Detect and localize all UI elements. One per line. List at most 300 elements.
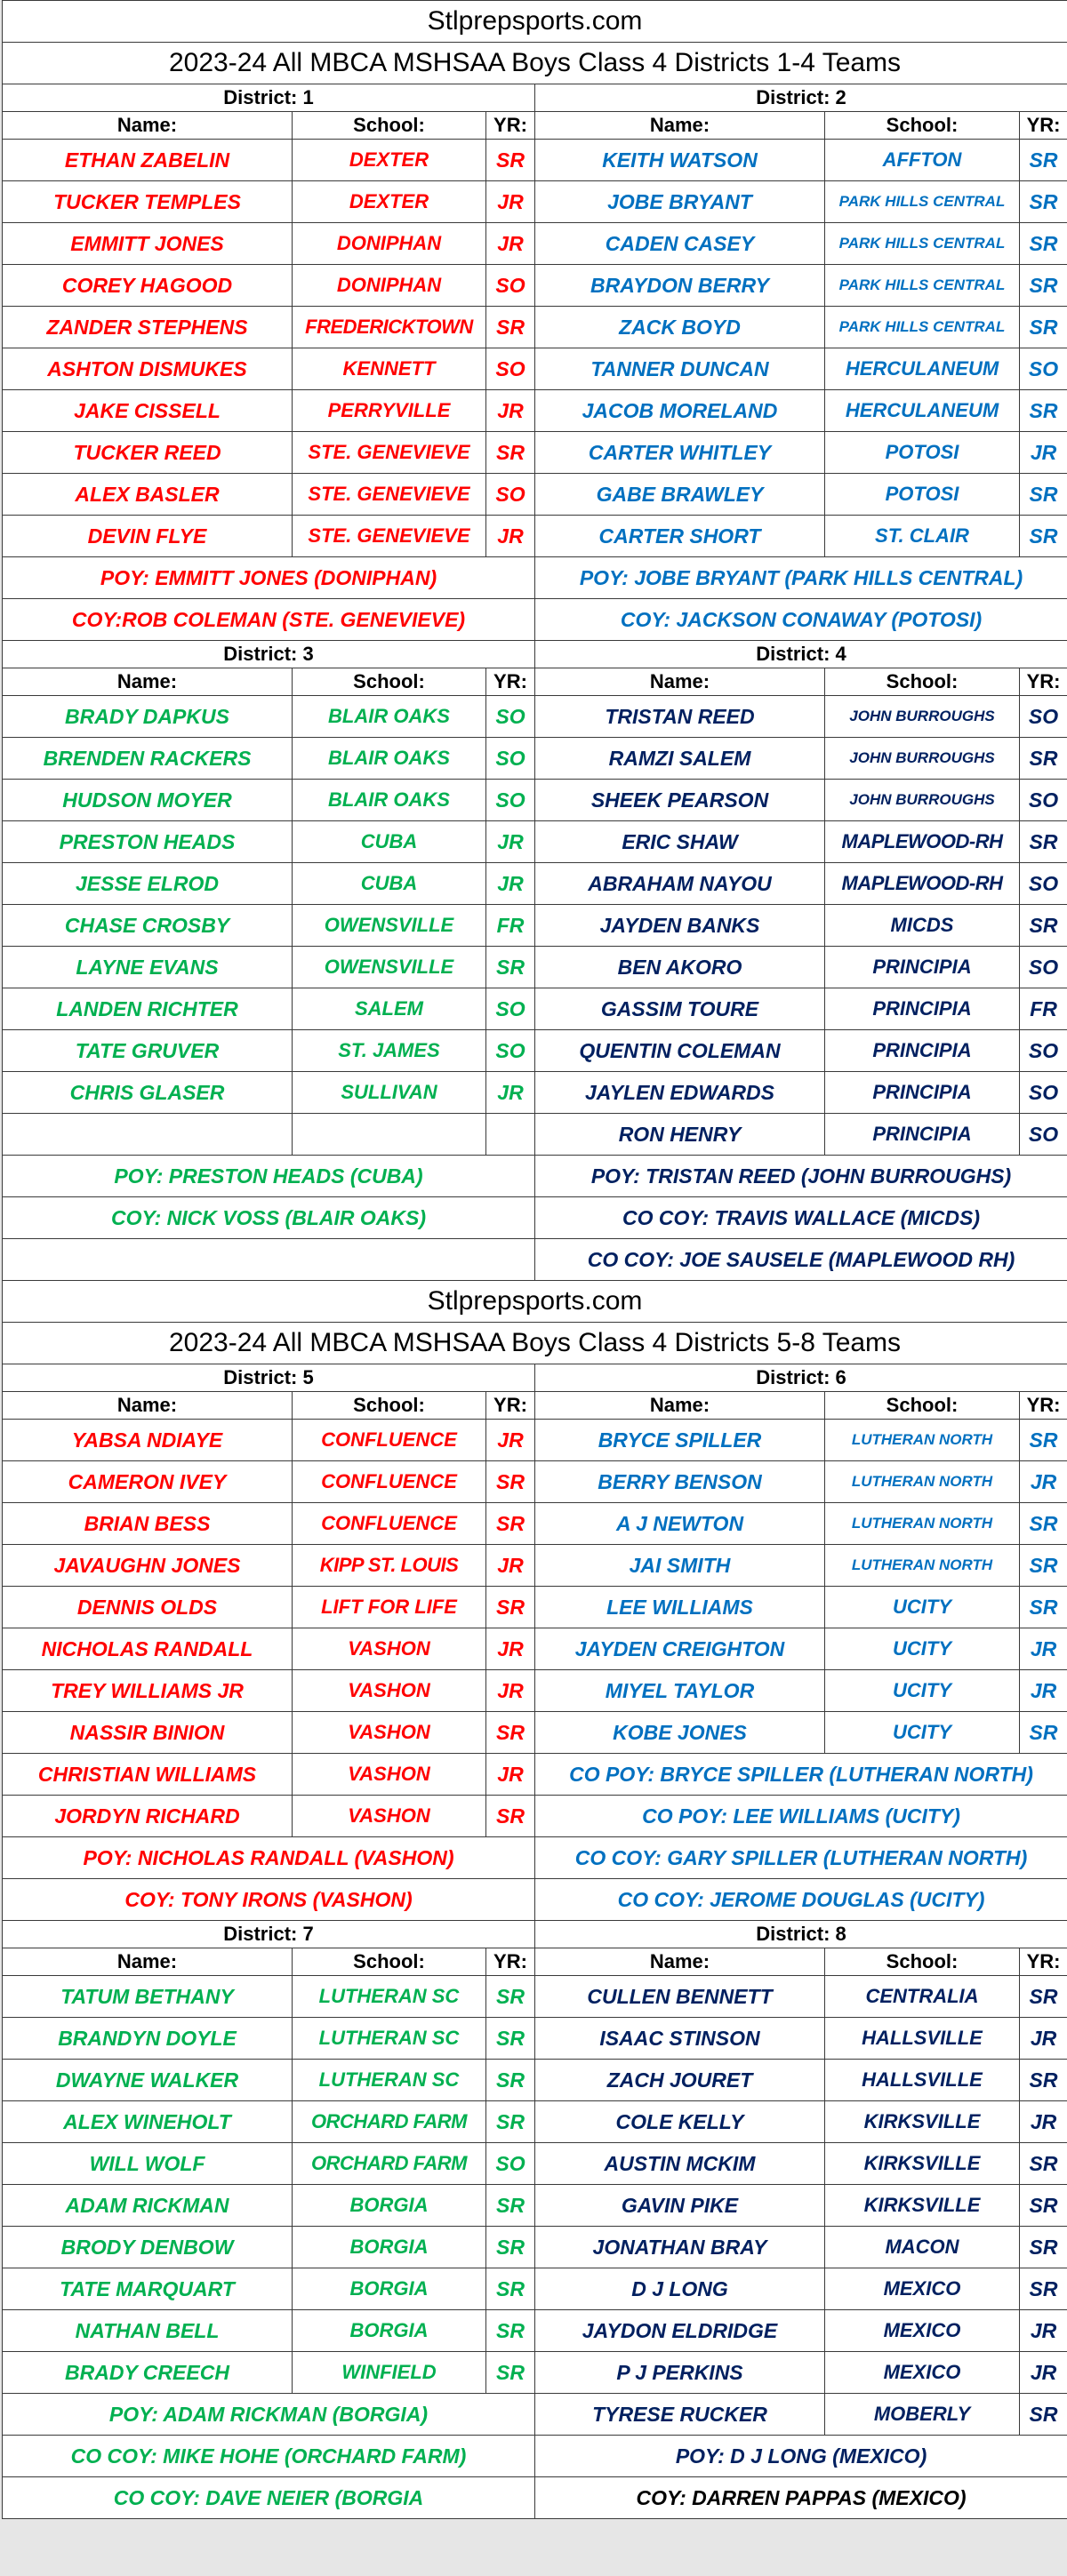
sheet-title: 2023-24 All MBCA MSHSAA Boys Class 4 Districts 1-4 Teams [3,43,1067,84]
player-name: HUDSON MOYER [3,780,293,821]
player-name: CHRIS GLASER [3,1072,293,1114]
player-year: SR [1020,474,1067,516]
sheet-title: 2023-24 All MBCA MSHSAA Boys Class 4 Districts 5-8 Teams [3,1323,1067,1364]
player-name: TUCKER REED [3,432,293,474]
player-name: TUCKER TEMPLES [3,181,293,223]
player-name: A J NEWTON [535,1503,825,1545]
player-school: PRINCIPIA [825,988,1020,1030]
player-school: STE. GENEVIEVE [293,432,486,474]
player-name: JESSE ELROD [3,863,293,905]
player-school: LUTHERAN NORTH [825,1503,1020,1545]
player-name: BERRY BENSON [535,1461,825,1503]
award-poy: POY: EMMITT JONES (DONIPHAN) [3,557,535,599]
award-poy: POY: PRESTON HEADS (CUBA) [3,1156,535,1197]
player-school: BORGIA [293,2185,486,2227]
award-poy: POY: TRISTAN REED (JOHN BURROUGHS) [535,1156,1067,1197]
district-header: District: 7 [3,1921,535,1948]
column-header-yr: YR: [1020,1948,1067,1976]
player-name: ABRAHAM NAYOU [535,863,825,905]
player-name: EMMITT JONES [3,223,293,265]
player-school: VASHON [293,1712,486,1754]
award-co-coy: CO COY: DAVE NEIER (BORGIA [3,2477,535,2519]
player-school: BORGIA [293,2268,486,2310]
column-header-yr: YR: [1020,1392,1067,1420]
table-row [3,474,1067,516]
player-name: ISAAC STINSON [535,2018,825,2060]
player-school: DEXTER [293,181,486,223]
player-name: BEN AKORO [535,947,825,988]
player-school: LUTHERAN SC [293,2018,486,2060]
column-header-school: School: [293,1948,486,1976]
table-row [3,1976,1067,2018]
table-row [3,2143,1067,2185]
award-co-poy: CO POY: LEE WILLIAMS (UCITY) [535,1796,1067,1837]
award-coy: COY: JACKSON CONAWAY (POTOSI) [535,599,1067,641]
player-year: SR [486,2310,535,2352]
column-header-yr: YR: [1020,668,1067,696]
column-header-yr: YR: [1020,112,1067,140]
player-school: VASHON [293,1628,486,1670]
player-school: OWENSVILLE [293,905,486,947]
player-year: SR [1020,390,1067,432]
player-year: SO [486,348,535,390]
player-school: LIFT FOR LIFE [293,1587,486,1628]
table-row [3,2352,1067,2394]
player-name: COREY HAGOOD [3,265,293,307]
all-district-table [2,0,1067,2519]
table-row [3,2310,1067,2352]
player-year: SR [1020,2060,1067,2101]
player-school: PRINCIPIA [825,1072,1020,1114]
player-school: PERRYVILLE [293,390,486,432]
player-name: RON HENRY [535,1114,825,1156]
player-year: SR [1020,1712,1067,1754]
player-name: BRAYDON BERRY [535,265,825,307]
table-row [3,863,1067,905]
player-name: NATHAN BELL [3,2310,293,2352]
player-name: TYRESE RUCKER [535,2394,825,2436]
player-school: PARK HILLS CENTRAL [825,307,1020,348]
table-row [3,1545,1067,1587]
player-school: POTOSI [825,432,1020,474]
player-year: JR [486,1628,535,1670]
player-school: JOHN BURROUGHS [825,780,1020,821]
player-school: MAPLEWOOD-RH [825,821,1020,863]
player-school: AFFTON [825,140,1020,181]
column-header-yr: YR: [486,1392,535,1420]
district-header: District: 1 [3,84,535,112]
table-row [3,2060,1067,2101]
column-header-yr: YR: [486,112,535,140]
player-name: JAYDON ELDRIDGE [535,2310,825,2352]
player-school: SULLIVAN [293,1072,486,1114]
table-row [3,181,1067,223]
player-name: JORDYN RICHARD [3,1796,293,1837]
player-year: SR [486,2227,535,2268]
all-district-sheet [2,0,1067,2519]
player-year: SR [1020,1420,1067,1461]
table-row [3,1796,1067,1837]
table-row [3,307,1067,348]
award-co-poy: CO POY: BRYCE SPILLER (LUTHERAN NORTH) [535,1754,1067,1796]
player-name: TREY WILLIAMS JR [3,1670,293,1712]
column-header-school: School: [825,668,1020,696]
table-row [3,780,1067,821]
player-name: WILL WOLF [3,2143,293,2185]
player-name: BRADY DAPKUS [3,696,293,738]
player-year: SR [1020,265,1067,307]
award-co-coy: CO COY: MIKE HOHE (ORCHARD FARM) [3,2436,535,2477]
player-school: MOBERLY [825,2394,1020,2436]
column-header-name: Name: [535,112,825,140]
player-school: OWENSVILLE [293,947,486,988]
player-name: BRYCE SPILLER [535,1420,825,1461]
table-row [3,1754,1067,1796]
player-year: SR [486,1587,535,1628]
column-header-yr: YR: [486,1948,535,1976]
player-year: SO [486,265,535,307]
player-year: SR [1020,140,1067,181]
player-year: SO [486,738,535,780]
player-name: CADEN CASEY [535,223,825,265]
player-name: DEVIN FLYE [3,516,293,557]
player-school: VASHON [293,1670,486,1712]
empty-cell [3,1114,293,1156]
player-school: PRINCIPIA [825,1114,1020,1156]
award-coy: COY: DARREN PAPPAS (MEXICO) [535,2477,1067,2519]
player-school: PARK HILLS CENTRAL [825,181,1020,223]
player-year: SR [1020,1587,1067,1628]
player-school: UCITY [825,1712,1020,1754]
player-name: CARTER WHITLEY [535,432,825,474]
player-school: FREDERICKTOWN [293,307,486,348]
player-school: CONFLUENCE [293,1503,486,1545]
column-header-name: Name: [3,668,293,696]
table-row [3,947,1067,988]
player-school: ORCHARD FARM [293,2143,486,2185]
district-header: District: 8 [535,1921,1067,1948]
player-name: ASHTON DISMUKES [3,348,293,390]
site-name: Stlprepsports.com [3,1281,1067,1323]
player-year: SR [1020,2185,1067,2227]
player-name: TATE MARQUART [3,2268,293,2310]
column-header-school: School: [825,1392,1020,1420]
player-year: SO [486,2143,535,2185]
award-co-coy: CO COY: TRAVIS WALLACE (MICDS) [535,1197,1067,1239]
table-row [3,1114,1067,1156]
table-row [3,2101,1067,2143]
player-name: PRESTON HEADS [3,821,293,863]
table-row [3,265,1067,307]
player-school: STE. GENEVIEVE [293,516,486,557]
player-school: STE. GENEVIEVE [293,474,486,516]
player-school: DONIPHAN [293,265,486,307]
player-name: SHEEK PEARSON [535,780,825,821]
award-co-coy: CO COY: JEROME DOUGLAS (UCITY) [535,1879,1067,1921]
player-year: SR [1020,1503,1067,1545]
district-header: District: 5 [3,1364,535,1392]
district-header: District: 3 [3,641,535,668]
column-header-school: School: [293,668,486,696]
player-name: DENNIS OLDS [3,1587,293,1628]
player-school: ST. CLAIR [825,516,1020,557]
column-header-school: School: [293,112,486,140]
award-poy: POY: ADAM RICKMAN (BORGIA) [3,2394,535,2436]
player-year: SR [486,432,535,474]
player-year: SR [486,1461,535,1503]
player-year: JR [486,223,535,265]
award-coy: COY:ROB COLEMAN (STE. GENEVIEVE) [3,599,535,641]
player-year: SR [1020,905,1067,947]
award-poy: POY: JOBE BRYANT (PARK HILLS CENTRAL) [535,557,1067,599]
player-name: CHRISTIAN WILLIAMS [3,1754,293,1796]
table-row [3,1420,1067,1461]
player-name: JAYLEN EDWARDS [535,1072,825,1114]
player-school: CONFLUENCE [293,1461,486,1503]
player-school: MEXICO [825,2268,1020,2310]
player-name: JOBE BRYANT [535,181,825,223]
table-row [3,1030,1067,1072]
player-school: CENTRALIA [825,1976,1020,2018]
player-year: JR [486,1670,535,1712]
player-school: CUBA [293,821,486,863]
player-year: JR [486,1072,535,1114]
empty-cell [3,1239,535,1281]
player-year: SO [1020,696,1067,738]
player-name: ADAM RICKMAN [3,2185,293,2227]
player-year: JR [486,821,535,863]
table-row [3,905,1067,947]
player-name: KOBE JONES [535,1712,825,1754]
player-year: SO [486,780,535,821]
player-year: SO [1020,1030,1067,1072]
column-header-name: Name: [535,1948,825,1976]
player-school: DONIPHAN [293,223,486,265]
player-school: ORCHARD FARM [293,2101,486,2143]
player-year: SR [486,2268,535,2310]
player-year: SR [486,1503,535,1545]
player-name: ALEX WINEHOLT [3,2101,293,2143]
column-header-name: Name: [3,1392,293,1420]
player-school: WINFIELD [293,2352,486,2394]
table-row [3,2394,1067,2436]
player-school: KIPP ST. LOUIS [293,1545,486,1587]
player-year: SR [486,1712,535,1754]
player-year: SR [1020,223,1067,265]
player-year: SO [1020,780,1067,821]
player-year: SO [1020,863,1067,905]
table-row [3,1503,1067,1545]
table-row [3,516,1067,557]
player-year: SO [1020,1072,1067,1114]
player-name: JONATHAN BRAY [535,2227,825,2268]
player-school: PARK HILLS CENTRAL [825,265,1020,307]
player-year: JR [486,1420,535,1461]
player-school: KIRKSVILLE [825,2143,1020,2185]
table-row [3,2227,1067,2268]
player-name: CARTER SHORT [535,516,825,557]
player-name: ZACK BOYD [535,307,825,348]
player-school: MEXICO [825,2352,1020,2394]
table-row [3,696,1067,738]
table-row [3,988,1067,1030]
player-year: SR [486,1976,535,2018]
player-year: JR [486,1754,535,1796]
column-header-school: School: [825,1948,1020,1976]
player-school: LUTHERAN NORTH [825,1545,1020,1587]
player-name: D J LONG [535,2268,825,2310]
player-school: UCITY [825,1587,1020,1628]
player-school: LUTHERAN NORTH [825,1461,1020,1503]
player-name: NICHOLAS RANDALL [3,1628,293,1670]
player-year: JR [486,863,535,905]
player-year: SO [486,696,535,738]
player-name: NASSIR BINION [3,1712,293,1754]
player-name: CAMERON IVEY [3,1461,293,1503]
table-row [3,738,1067,780]
player-year: SR [486,947,535,988]
player-name: QUENTIN COLEMAN [535,1030,825,1072]
player-name: BRIAN BESS [3,1503,293,1545]
column-header-school: School: [825,112,1020,140]
table-row [3,821,1067,863]
player-year: SR [486,2060,535,2101]
player-year: JR [1020,432,1067,474]
table-row [3,1461,1067,1503]
table-row [3,140,1067,181]
player-year: SR [486,2018,535,2060]
award-poy: POY: NICHOLAS RANDALL (VASHON) [3,1837,535,1879]
player-name: JAYDEN BANKS [535,905,825,947]
player-name: P J PERKINS [535,2352,825,2394]
site-name: Stlprepsports.com [3,1,1067,43]
player-name: DWAYNE WALKER [3,2060,293,2101]
award-coy: COY: TONY IRONS (VASHON) [3,1879,535,1921]
player-year: FR [486,905,535,947]
player-year: SO [486,474,535,516]
empty-cell [486,1114,535,1156]
player-year: JR [486,516,535,557]
player-name: TANNER DUNCAN [535,348,825,390]
player-year: JR [1020,2310,1067,2352]
player-name: BRANDYN DOYLE [3,2018,293,2060]
player-name: ETHAN ZABELIN [3,140,293,181]
table-row [3,2268,1067,2310]
player-name: CHASE CROSBY [3,905,293,947]
player-year: SR [486,2101,535,2143]
empty-cell [293,1114,486,1156]
district-header: District: 4 [535,641,1067,668]
player-school: PRINCIPIA [825,1030,1020,1072]
player-name: ALEX BASLER [3,474,293,516]
player-school: CUBA [293,863,486,905]
player-year: SR [486,140,535,181]
player-year: JR [1020,1670,1067,1712]
player-name: AUSTIN MCKIM [535,2143,825,2185]
player-name: JAVAUGHN JONES [3,1545,293,1587]
player-school: ST. JAMES [293,1030,486,1072]
player-name: ERIC SHAW [535,821,825,863]
table-row [3,348,1067,390]
player-school: VASHON [293,1796,486,1837]
player-year: SR [1020,821,1067,863]
player-school: JOHN BURROUGHS [825,738,1020,780]
player-year: JR [1020,2101,1067,2143]
player-name: ZACH JOURET [535,2060,825,2101]
player-school: PARK HILLS CENTRAL [825,223,1020,265]
player-school: JOHN BURROUGHS [825,696,1020,738]
player-school: LUTHERAN SC [293,2060,486,2101]
player-school: HERCULANEUM [825,390,1020,432]
player-school: DEXTER [293,140,486,181]
player-name: LANDEN RICHTER [3,988,293,1030]
player-year: SR [1020,2227,1067,2268]
player-name: JAI SMITH [535,1545,825,1587]
district-header: District: 2 [535,84,1067,112]
player-school: BLAIR OAKS [293,696,486,738]
player-year: SO [1020,348,1067,390]
player-name: ZANDER STEPHENS [3,307,293,348]
column-header-yr: YR: [486,668,535,696]
player-school: PRINCIPIA [825,947,1020,988]
award-poy: POY: D J LONG (MEXICO) [535,2436,1067,2477]
player-school: UCITY [825,1670,1020,1712]
player-school: LUTHERAN NORTH [825,1420,1020,1461]
player-name: KEITH WATSON [535,140,825,181]
player-name: COLE KELLY [535,2101,825,2143]
table-row [3,1712,1067,1754]
player-name: JAYDEN CREIGHTON [535,1628,825,1670]
player-name: TRISTAN REED [535,696,825,738]
player-school: KIRKSVILLE [825,2185,1020,2227]
player-school: LUTHERAN SC [293,1976,486,2018]
district-header: District: 6 [535,1364,1067,1392]
player-year: JR [486,390,535,432]
player-school: CONFLUENCE [293,1420,486,1461]
table-row [3,1587,1067,1628]
player-year: SR [1020,2394,1067,2436]
player-school: HALLSVILLE [825,2060,1020,2101]
player-year: JR [486,1545,535,1587]
player-school: MICDS [825,905,1020,947]
award-co-coy: CO COY: JOE SAUSELE (MAPLEWOOD RH) [535,1239,1067,1281]
player-school: BORGIA [293,2310,486,2352]
player-school: MAPLEWOOD-RH [825,863,1020,905]
player-name: BRENDEN RACKERS [3,738,293,780]
player-year: JR [1020,2352,1067,2394]
player-name: TATUM BETHANY [3,1976,293,2018]
column-header-school: School: [293,1392,486,1420]
player-year: SO [486,1030,535,1072]
player-year: SR [1020,181,1067,223]
player-name: BRADY CREECH [3,2352,293,2394]
player-year: SR [1020,738,1067,780]
player-name: GABE BRAWLEY [535,474,825,516]
player-year: JR [486,181,535,223]
table-row [3,2185,1067,2227]
player-name: RAMZI SALEM [535,738,825,780]
table-row [3,223,1067,265]
table-row [3,1670,1067,1712]
player-year: SR [1020,2268,1067,2310]
player-year: SR [486,1796,535,1837]
player-school: MEXICO [825,2310,1020,2352]
player-year: SO [1020,947,1067,988]
player-year: SR [1020,1976,1067,2018]
player-name: YABSA NDIAYE [3,1420,293,1461]
player-school: BLAIR OAKS [293,738,486,780]
player-name: MIYEL TAYLOR [535,1670,825,1712]
